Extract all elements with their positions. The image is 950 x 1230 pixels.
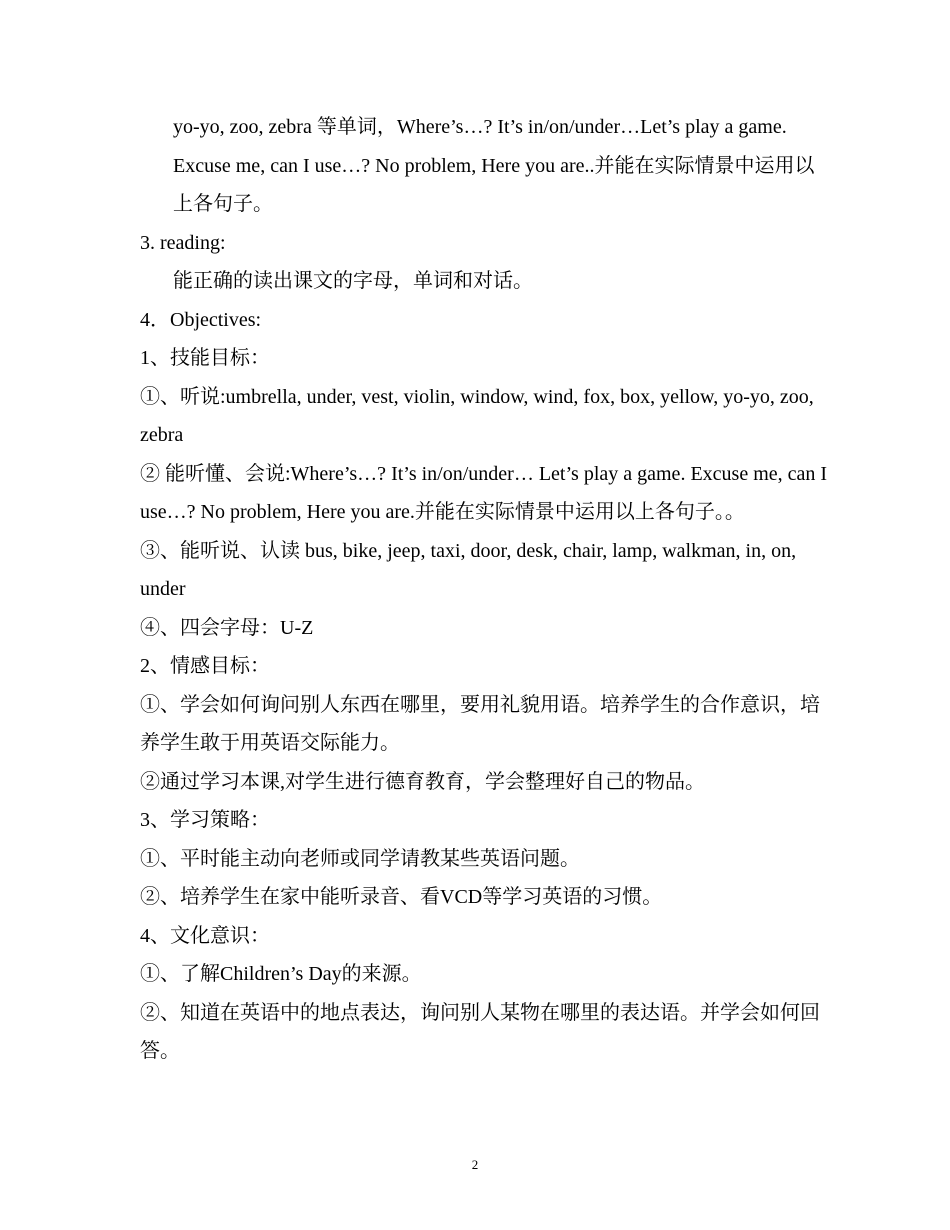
paragraph-objectives-heading: 4．Objectives: xyxy=(140,308,262,331)
paragraph-emotional-goal-1: ①、学会如何询问别人东西在哪里，要用礼貌用语。培养学生的合作意识，培养学生敢于用英语交际能力。 xyxy=(140,693,820,754)
paragraph-cultural-awareness-1: ①、了解Children’s Day的来源。 xyxy=(140,963,422,985)
paragraph-skill-goal-3: ③、能听说、认读 bus, bike, jeep, taxi, door, desk, chair, lamp, walkman, in, on, under xyxy=(140,539,797,600)
paragraph-vocabulary-continued: yo-yo, zoo, zebra 等单词，Where’s…? It’s in/on/under…Let’s play a game. Excuse me, can I use…? No problem, Here you are..并能在实际情景中运用以上各句子。 xyxy=(173,116,815,215)
paragraph-cultural-awareness-heading: 4、文化意识： xyxy=(140,924,270,947)
paragraph-learning-strategy-2: ②、培养学生在家中能听录音、看VCD等学习英语的习惯。 xyxy=(140,886,663,908)
document-body xyxy=(140,108,830,1071)
paragraph-reading-text: 能正确的读出课文的字母，单词和对话。 xyxy=(173,270,533,292)
paragraph-learning-strategy-1: ①、平时能主动向老师或同学请教某些英语问题。 xyxy=(140,847,580,870)
paragraph-skill-goal-2: ② 能听懂、会说:Where’s…? It’s in/on/under… Let’s play a game. Excuse me, can I use…? No problem, Here you are.并能在实际情景中运用以上各句子。。 xyxy=(140,462,828,523)
page-number: 2 xyxy=(471,1157,479,1172)
paragraph-learning-strategy-heading: 3、学习策略： xyxy=(140,809,270,831)
paragraph-skill-goals-heading: 1、技能目标： xyxy=(140,347,270,369)
paragraph-emotional-goal-2: ②通过学习本课,对学生进行德育教育，学会整理好自己的物品。 xyxy=(140,770,705,793)
paragraph-reading-heading: 3. reading: xyxy=(140,231,226,254)
paragraph-skill-goal-4: ④、四会字母：U-Z xyxy=(140,616,314,639)
paragraph-cultural-awareness-2: ②、知道在英语中的地点表达，询问别人某物在哪里的表达语。并学会如何回答。 xyxy=(140,1001,820,1062)
paragraph-skill-goal-1: ①、听说:umbrella, under, vest, violin, window, wind, fox, box, yellow, yo-yo, zoo, zebra xyxy=(140,385,814,446)
paragraph-emotional-goals-heading: 2、情感目标： xyxy=(140,655,270,677)
